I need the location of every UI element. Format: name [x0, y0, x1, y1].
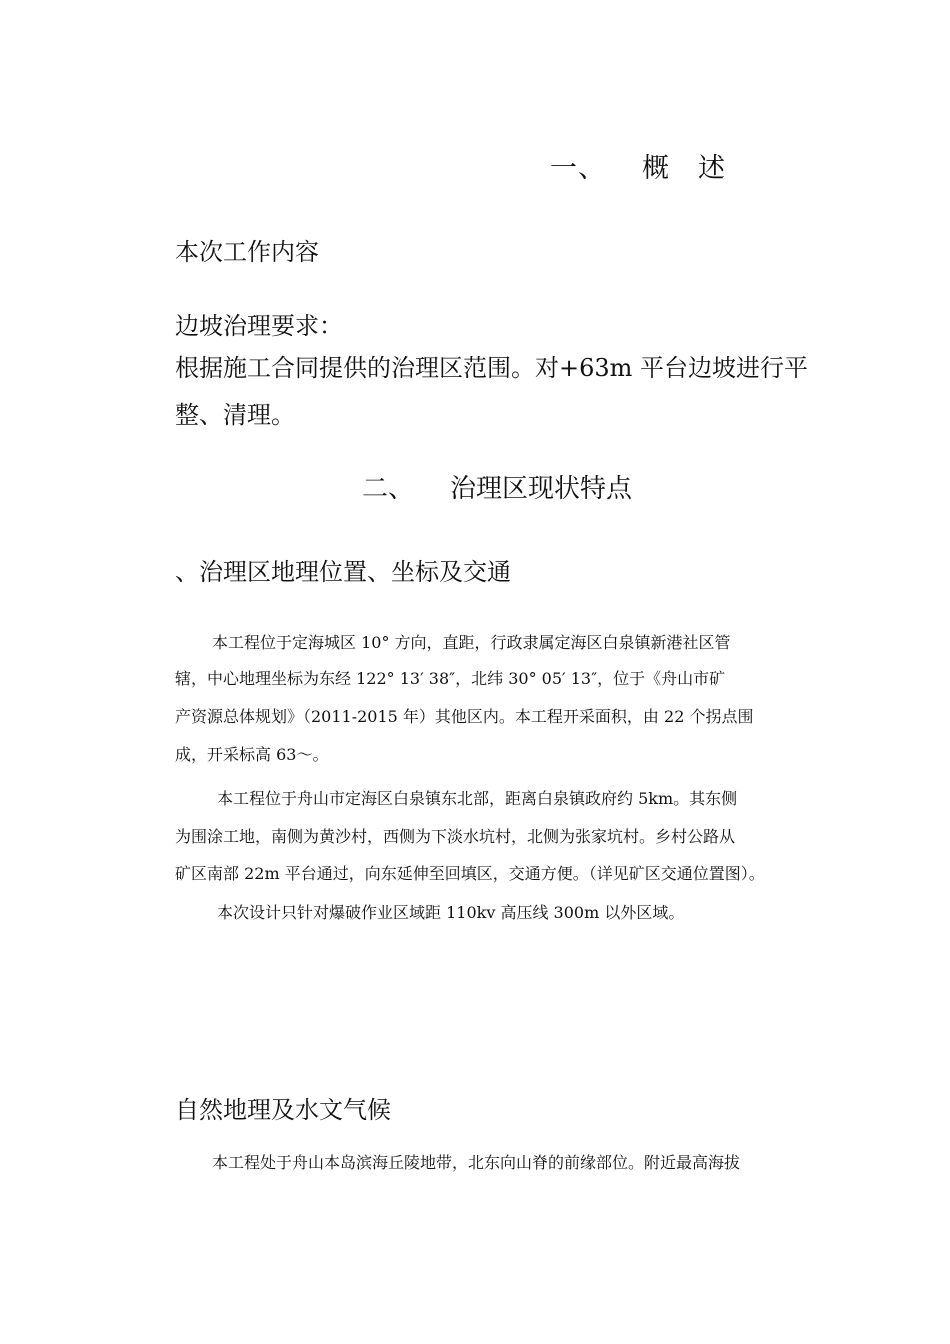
slope-heading: 边坡治理要求：: [175, 312, 343, 340]
section2-title: 治理区现状特点: [450, 474, 633, 504]
section1-number: 一、: [550, 153, 606, 184]
natural-heading: 自然地理及水文气候: [175, 1096, 391, 1124]
para3: 本次设计只针对爆破作业区域距 110kv 高压线 300m 以外区域。: [217, 903, 685, 922]
section1-heading: [550, 146, 726, 185]
work-content-heading: 本次工作内容: [175, 238, 319, 266]
para1-line-2: 辖，中心地理坐标为东经 122° 13′ 38″，北纬 30° 05′ 13″，位于《舟山市矿: [175, 669, 726, 688]
section2-number: 二、: [362, 474, 415, 504]
para1-line-3: 产资源总体规划》（2011-2015 年）其他区内。本工程开采面积，由 22 个拐点围: [175, 707, 754, 726]
para4: 本工程处于舟山本岛滨海丘陵地带，北东向山脊的前缘部位。附近最高海拔: [212, 1153, 741, 1172]
para2-line-1: 本工程位于舟山市定海区白泉镇东北部，距离白泉镇政府约 5km。其东侧: [217, 789, 738, 808]
para2-line-3: 矿区南部 22m 平台通过，向东延伸至回填区，交通方便。（详见矿区交通位置图）。: [175, 864, 765, 883]
slope-text-line-2: 整、清理。: [175, 401, 295, 429]
para1-line-1: 本工程位于定海城区 10° 方向，直距，行政隶属定海区白泉镇新港社区管: [212, 633, 731, 652]
para2-line-2: 为围涂工地，南侧为黄沙村，西侧为下淡水坑村，北侧为张家坑村。乡村公路从: [175, 827, 736, 846]
location-heading: 、治理区地理位置、坐标及交通: [175, 558, 511, 586]
slope-text-line-1: 根据施工合同提供的治理区范围。对+63m 平台边坡进行平: [175, 354, 809, 382]
section2-heading: [362, 468, 632, 505]
para1-line-4: 成，开采标高 63～。: [175, 745, 329, 764]
section1-title: 概 述: [642, 153, 726, 184]
